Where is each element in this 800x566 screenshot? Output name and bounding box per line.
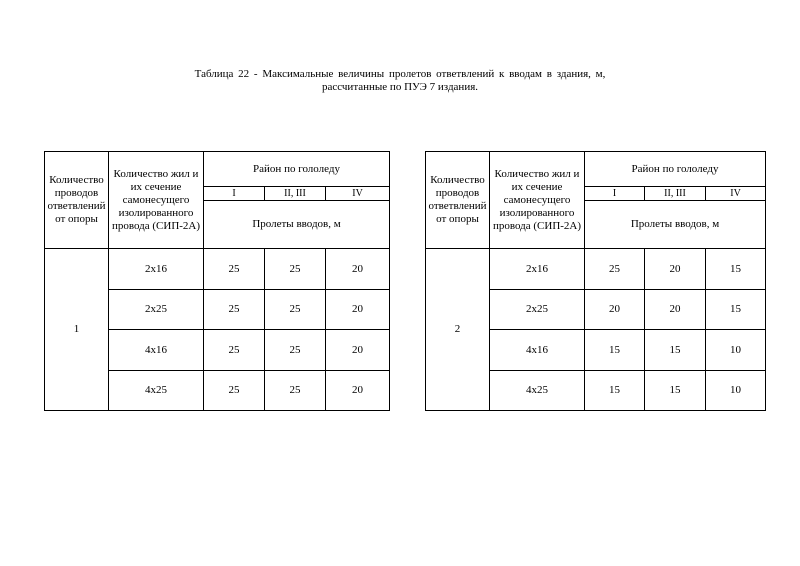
wires-count-cell: 1 — [45, 249, 109, 411]
header-region-iv: IV — [326, 187, 390, 201]
header-region-i: I — [585, 187, 645, 201]
value-cell: 10 — [706, 371, 766, 411]
value-cell: 10 — [706, 330, 766, 371]
value-cell: 25 — [204, 371, 265, 411]
value-cell: 20 — [326, 330, 390, 371]
header-wires-count: Количество проводов ответвлений от опоры — [426, 152, 490, 249]
wires-count-cell: 2 — [426, 249, 490, 411]
value-cell: 25 — [204, 330, 265, 371]
section-cell: 4х16 — [490, 330, 585, 371]
section-cell: 2х25 — [490, 290, 585, 330]
value-cell: 20 — [585, 290, 645, 330]
section-cell: 2х16 — [109, 249, 204, 290]
section-cell: 2х25 — [109, 290, 204, 330]
value-cell: 25 — [265, 330, 326, 371]
header-ice-region: Район по гололеду — [204, 152, 390, 187]
header-region-ii-iii: II, III — [645, 187, 706, 201]
value-cell: 15 — [585, 371, 645, 411]
value-cell: 15 — [645, 330, 706, 371]
value-cell: 25 — [204, 290, 265, 330]
header-region-ii-iii: II, III — [265, 187, 326, 201]
header-cores: Количество жил и их сечение самонесущего изолированного провода (СИП-2А) — [490, 152, 585, 249]
header-spans: Пролеты вводов, м — [585, 201, 766, 249]
value-cell: 15 — [706, 290, 766, 330]
value-cell: 25 — [204, 249, 265, 290]
header-region-i: I — [204, 187, 265, 201]
value-cell: 20 — [645, 249, 706, 290]
table-row — [45, 249, 390, 290]
header-ice-region: Район по гололеду — [585, 152, 766, 187]
value-cell: 15 — [706, 249, 766, 290]
header-region-iv: IV — [706, 187, 766, 201]
value-cell: 20 — [326, 249, 390, 290]
value-cell: 25 — [265, 371, 326, 411]
value-cell: 15 — [645, 371, 706, 411]
section-cell: 4х25 — [109, 371, 204, 411]
value-cell: 25 — [265, 249, 326, 290]
spans-table-2 — [425, 151, 766, 411]
section-cell: 4х16 — [109, 330, 204, 371]
value-cell: 20 — [645, 290, 706, 330]
table-row — [426, 249, 766, 290]
value-cell: 20 — [326, 290, 390, 330]
header-spans: Пролеты вводов, м — [204, 201, 390, 249]
value-cell: 25 — [265, 290, 326, 330]
header-cores: Количество жил и их сечение самонесущего изолированного провода (СИП-2А) — [109, 152, 204, 249]
value-cell: 25 — [585, 249, 645, 290]
table-title-line1: Таблица 22 - Максимальные величины пролетов ответвлений к вводам в здания, м, — [194, 68, 606, 80]
spans-table-1 — [44, 151, 390, 411]
header-wires-count: Количество проводов ответвлений от опоры — [45, 152, 109, 249]
section-cell: 4х25 — [490, 371, 585, 411]
section-cell: 2х16 — [490, 249, 585, 290]
value-cell: 20 — [326, 371, 390, 411]
table-title-line2: рассчитанные по ПУЭ 7 издания. — [321, 81, 479, 93]
value-cell: 15 — [585, 330, 645, 371]
